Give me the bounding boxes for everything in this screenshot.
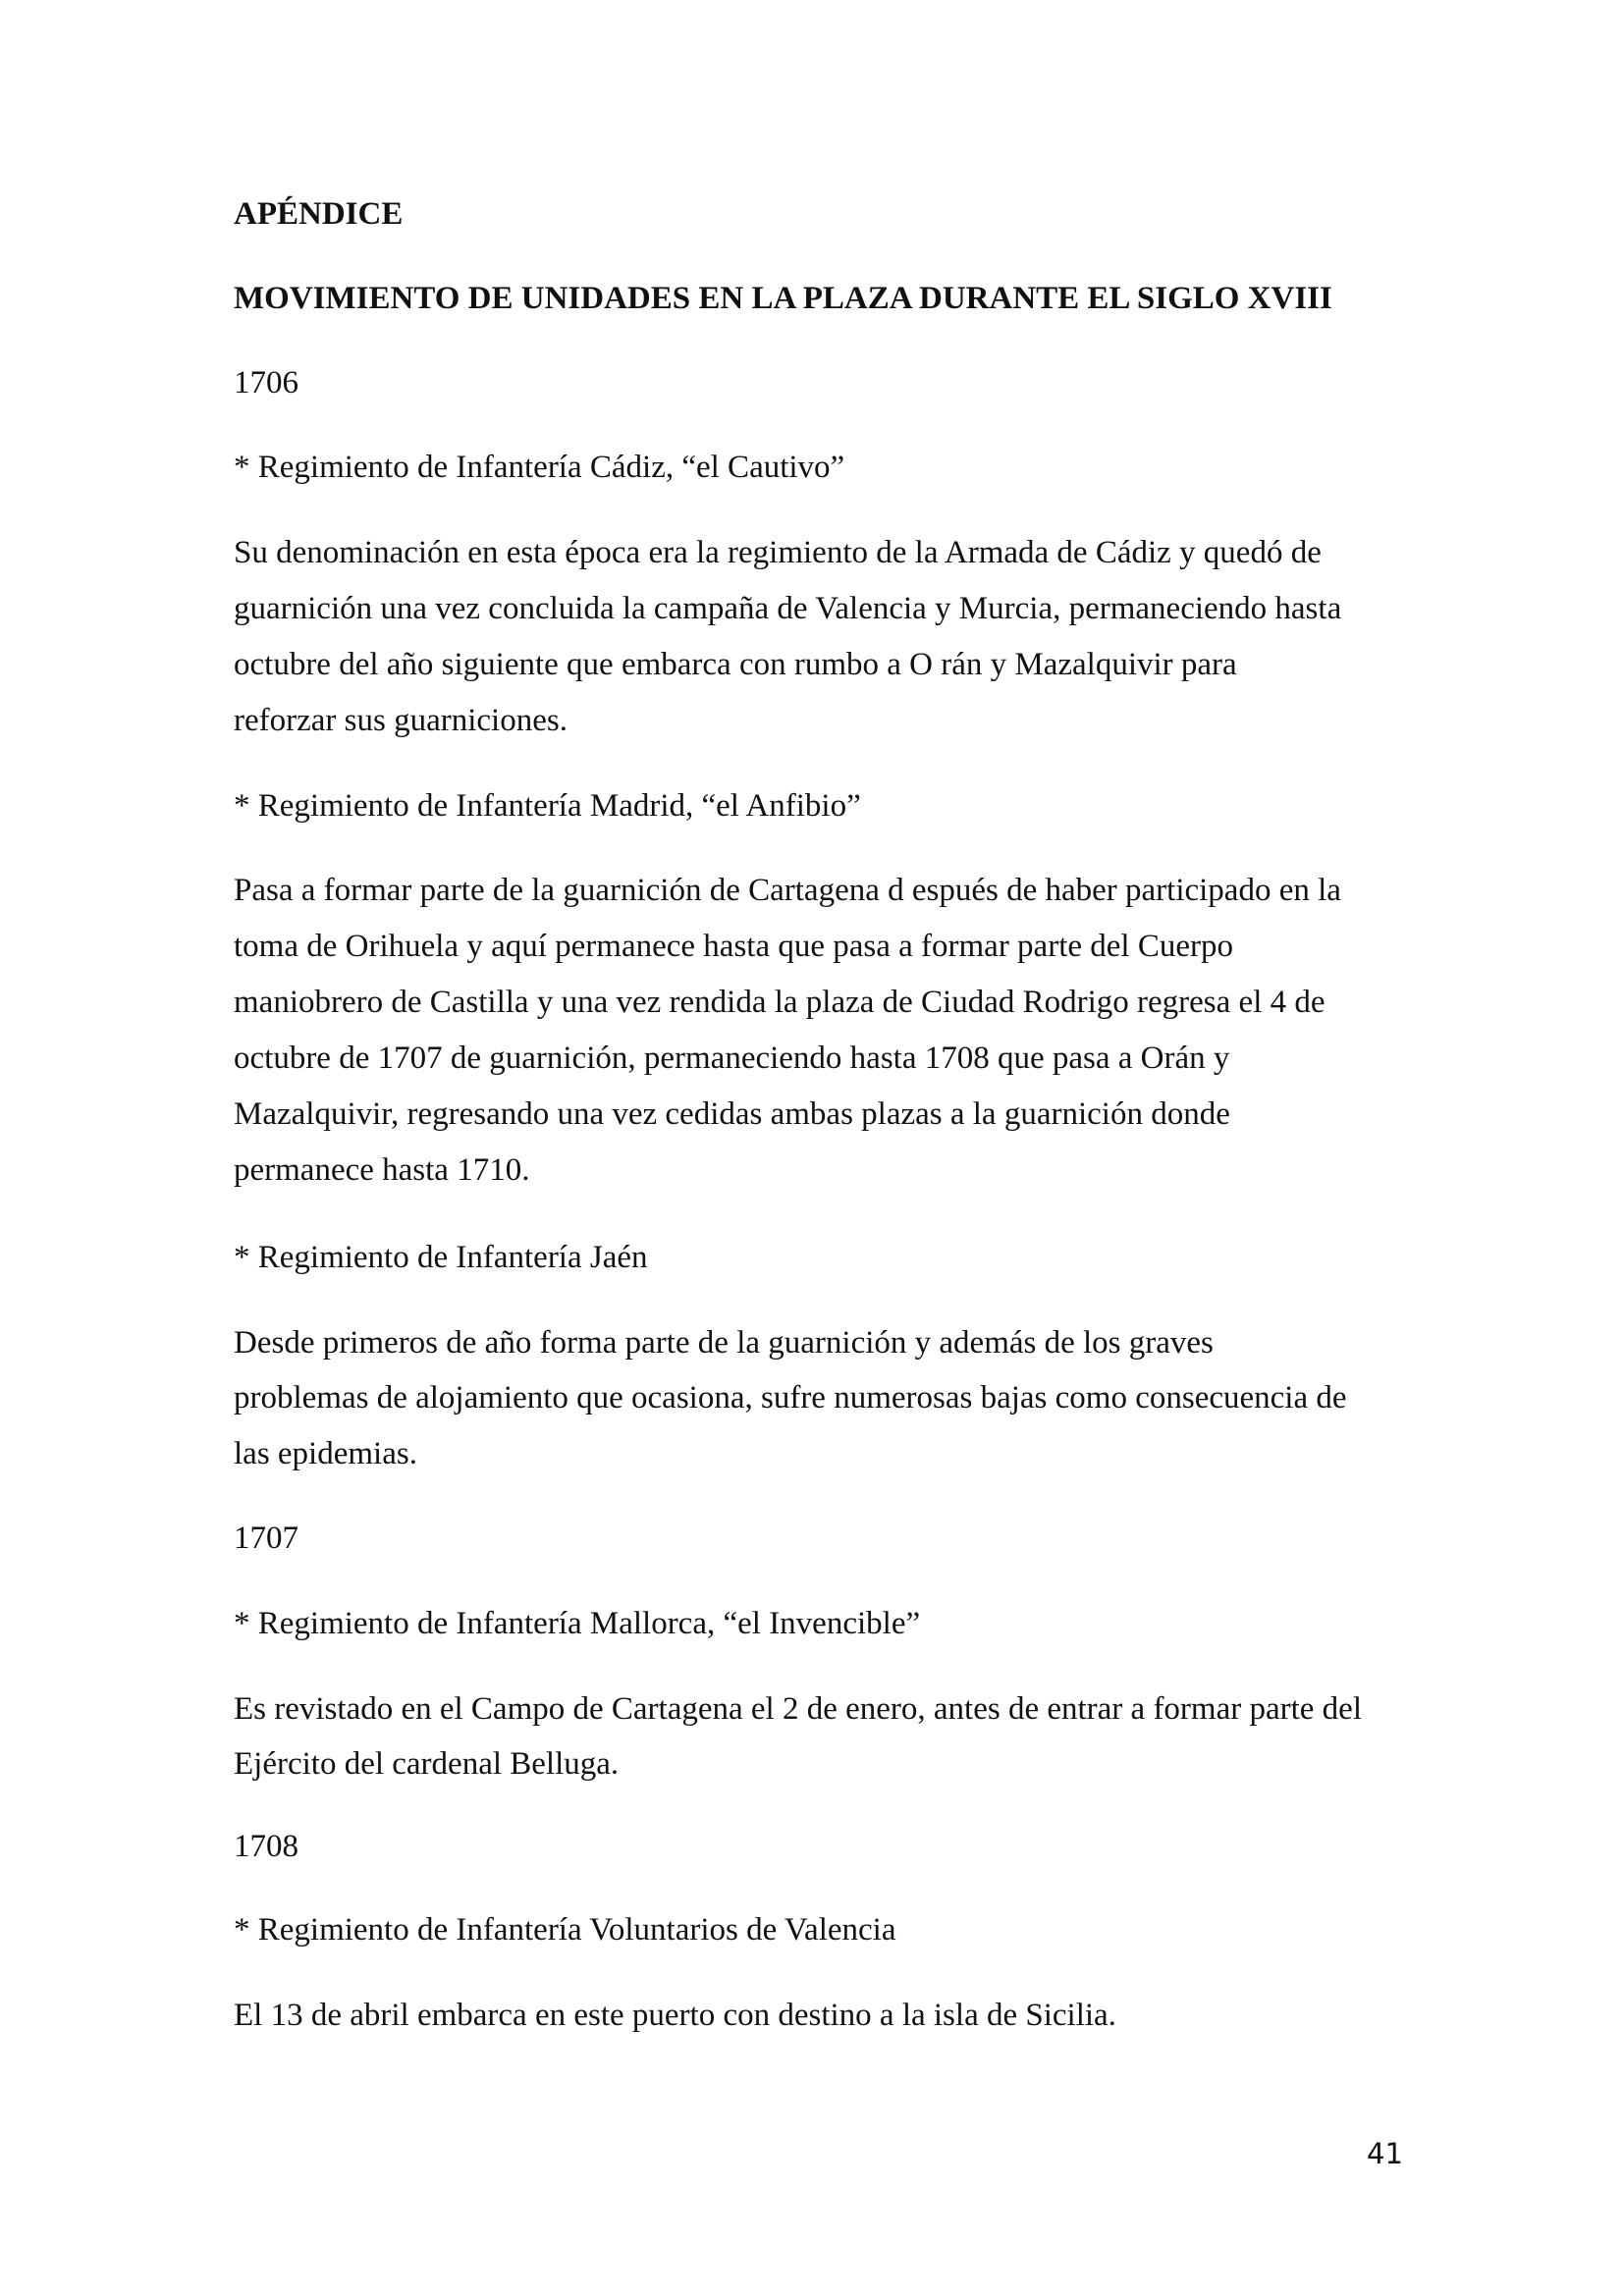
unit-title: * Regimiento de Infantería Voluntarios de Valencia	[234, 1912, 896, 1948]
paragraph-line: Mazalquivir, regresando una vez cedidas ambas plazas a la guarnición donde	[234, 1096, 1230, 1132]
paragraph-line: Es revistado en el Campo de Cartagena el 2 de enero, antes de entrar a formar parte del	[234, 1691, 1362, 1727]
paragraph-line: Pasa a formar parte de la guarnición de Cartagena d espués de haber participado en la	[234, 873, 1341, 908]
unit-title: * Regimiento de Infantería Madrid, “el Anfibio”	[234, 788, 861, 824]
paragraph-line: Desde primeros de año forma parte de la guarnición y además de los graves	[234, 1325, 1214, 1361]
unit-title: * Regimiento de Infantería Mallorca, “el Invencible”	[234, 1606, 921, 1641]
paragraph-line: Su denominación en esta época era la regimiento de la Armada de Cádiz y quedó de	[234, 535, 1322, 570]
paragraph-line: las epidemias.	[234, 1436, 417, 1471]
paragraph-line: El 13 de abril embarca en este puerto con destino a la isla de Sicilia.	[234, 1998, 1116, 2033]
paragraph-line: permanece hasta 1710.	[234, 1152, 530, 1188]
unit-title: * Regimiento de Infantería Cádiz, “el Cautivo”	[234, 450, 845, 485]
unit-title: * Regimiento de Infantería Jaén	[234, 1240, 648, 1275]
paragraph-line: toma de Orihuela y aquí permanece hasta que pasa a formar parte del Cuerpo	[234, 929, 1233, 964]
paragraph-line: maniobrero de Castilla y una vez rendida la plaza de Ciudad Rodrigo regresa el 4 de	[234, 985, 1325, 1020]
year-heading: 1708	[234, 1829, 298, 1864]
paragraph-line: octubre de 1707 de guarnición, permaneciendo hasta 1708 que pasa a Orán y	[234, 1041, 1230, 1076]
paragraph-line: guarnición una vez concluida la campaña de Valencia y Murcia, permaneciendo hasta	[234, 591, 1342, 626]
appendix-title: APÉNDICE	[234, 196, 404, 232]
section-heading: MOVIMIENTO DE UNIDADES EN LA PLAZA DURANTE EL SIGLO XVIII	[234, 281, 1332, 316]
year-heading: 1707	[234, 1521, 298, 1556]
paragraph-line: octubre del año siguiente que embarca con rumbo a O rán y Mazalquivir para	[234, 647, 1237, 682]
page-number: 41	[1367, 2137, 1403, 2170]
paragraph-line: reforzar sus guarniciones.	[234, 703, 568, 738]
year-heading: 1706	[234, 365, 298, 400]
paragraph-line: Ejército del cardenal Belluga.	[234, 1746, 620, 1782]
paragraph-line: problemas de alojamiento que ocasiona, sufre numerosas bajas como consecuencia de	[234, 1380, 1347, 1415]
